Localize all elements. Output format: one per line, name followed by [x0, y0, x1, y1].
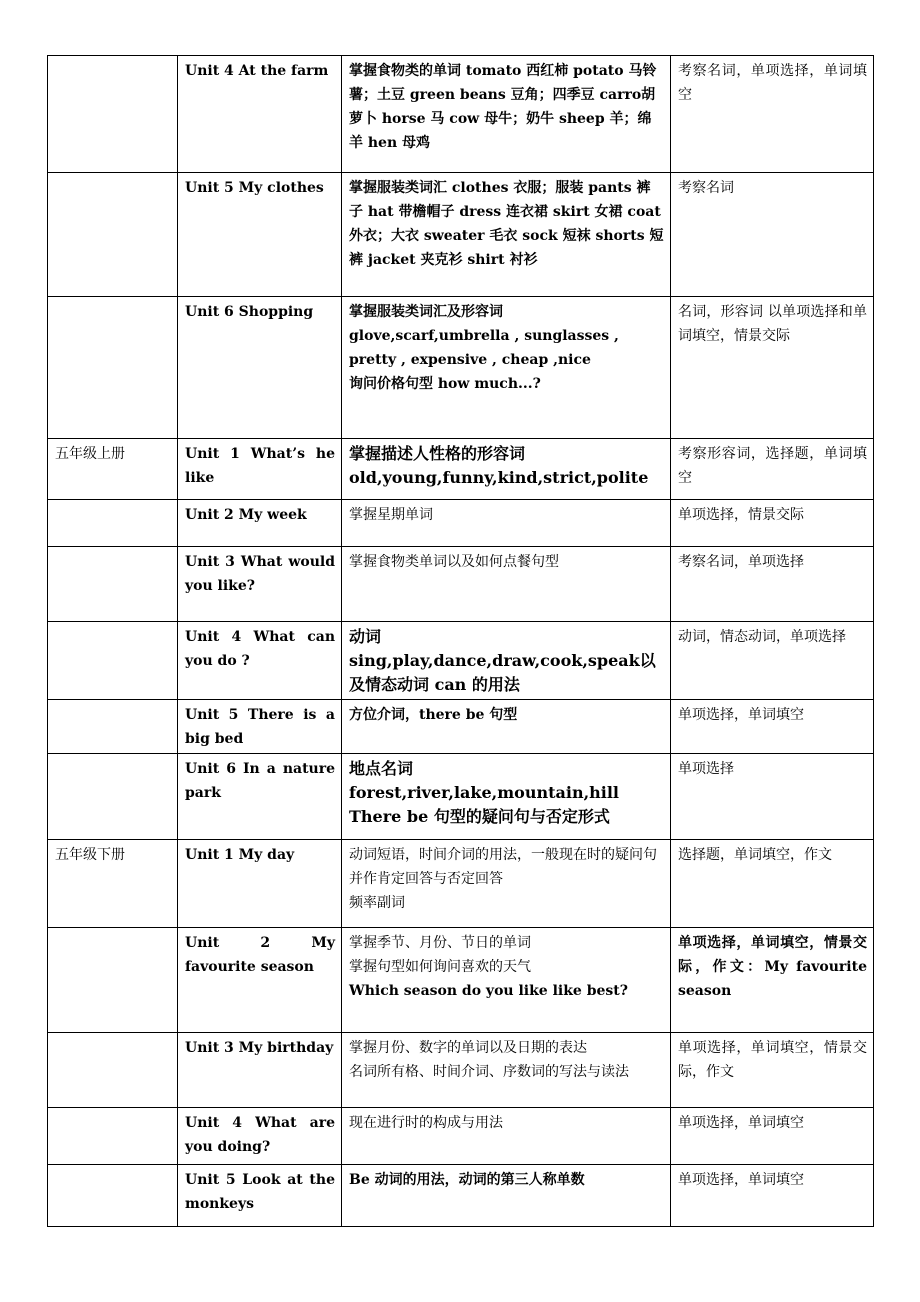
table-row	[48, 500, 874, 547]
unit-cell: Unit 2 My week	[178, 500, 342, 547]
exam-cell: 名词，形容词 以单项选择和单词填空，情景交际	[671, 297, 874, 439]
content-line: 掌握句型如何询问喜欢的天气	[349, 959, 531, 975]
exam-cell: 考察形容词，选择题，单词填空	[671, 439, 874, 500]
grade-cell	[48, 297, 178, 439]
content-cell	[342, 1033, 671, 1108]
content-cell	[342, 547, 671, 622]
content-line: 掌握食物类的单词 tomato 西红柿 potato 马铃薯；土豆 green beans 豆角；四季豆 carro胡萝卜 horse 马 cow 母牛；奶牛 sheep 羊；绵羊 hen 母鸡	[349, 63, 657, 151]
unit-cell: Unit 6 Shopping	[178, 297, 342, 439]
content-cell	[342, 754, 671, 840]
content-cell	[342, 173, 671, 297]
unit-cell: Unit 4 What are you doing?	[178, 1108, 342, 1165]
table-row	[48, 1165, 874, 1227]
content-cell	[342, 1108, 671, 1165]
grade-cell	[48, 622, 178, 700]
table-row	[48, 439, 874, 500]
table-row	[48, 56, 874, 173]
grade-cell: 五年级下册	[48, 840, 178, 928]
unit-cell: Unit 1 My day	[178, 840, 342, 928]
table-row	[48, 1033, 874, 1108]
exam-cell: 单项选择，单词填空，情景交际，作文：My favourite season	[671, 928, 874, 1033]
unit-cell: Unit 5 My clothes	[178, 173, 342, 297]
unit-cell: Unit 5 Look at the monkeys	[178, 1165, 342, 1227]
exam-cell: 动词，情态动词，单项选择	[671, 622, 874, 700]
content-line: 掌握季节、月份、节日的单词	[349, 935, 531, 951]
content-line: There be 句型的疑问句与否定形式	[349, 807, 610, 826]
exam-cell: 单项选择，单词填空	[671, 1108, 874, 1165]
unit-cell: Unit 3 What would you like?	[178, 547, 342, 622]
content-line: 频率副词	[349, 895, 405, 911]
grade-cell	[48, 1033, 178, 1108]
table-row	[48, 928, 874, 1033]
table-row	[48, 622, 874, 700]
exam-cell: 单项选择，单词填空	[671, 700, 874, 754]
exam-cell: 单项选择，单词填空	[671, 1165, 874, 1227]
content-line: 动词 sing,play,dance,draw,cook,speak以及情态动词 can 的用法	[349, 627, 656, 694]
grade-cell	[48, 700, 178, 754]
content-line: 名词所有格、时间介词、序数词的写法与读法	[349, 1064, 629, 1080]
unit-cell: Unit 6 In a nature park	[178, 754, 342, 840]
table-row	[48, 173, 874, 297]
content-line: 询问价格句型 how much...?	[349, 376, 541, 392]
table-row	[48, 297, 874, 439]
table-row	[48, 754, 874, 840]
syllabus-table	[47, 55, 874, 1227]
content-line: 现在进行时的构成与用法	[349, 1115, 503, 1131]
unit-cell: Unit 3 My birthday	[178, 1033, 342, 1108]
table-row	[48, 700, 874, 754]
content-line: 掌握服装类词汇及形容词 glove,scarf,umbrella , sunglasses , pretty , expensive , cheap ,nice	[349, 304, 619, 368]
unit-cell: Unit 4 At the farm	[178, 56, 342, 173]
unit-cell: Unit 1 What’s he like	[178, 439, 342, 500]
unit-cell: Unit 4 What can you do ?	[178, 622, 342, 700]
content-cell	[342, 700, 671, 754]
content-line: 动词短语，时间介词的用法，一般现在时的疑问句并作肯定回答与否定回答	[349, 847, 657, 887]
exam-cell: 考察名词，单项选择	[671, 547, 874, 622]
content-line: Be 动词的用法，动词的第三人称单数	[349, 1172, 585, 1188]
table-row	[48, 1108, 874, 1165]
content-cell	[342, 56, 671, 173]
grade-cell: 五年级上册	[48, 439, 178, 500]
content-line: 掌握月份、数字的单词以及日期的表达	[349, 1040, 587, 1056]
grade-cell	[48, 1108, 178, 1165]
grade-cell	[48, 928, 178, 1033]
exam-cell: 单项选择，情景交际	[671, 500, 874, 547]
content-cell	[342, 840, 671, 928]
grade-cell	[48, 754, 178, 840]
content-cell	[342, 439, 671, 500]
grade-cell	[48, 1165, 178, 1227]
unit-cell: Unit 5 There is a big bed	[178, 700, 342, 754]
exam-cell: 选择题，单词填空，作文	[671, 840, 874, 928]
exam-cell: 考察名词，单项选择，单词填空	[671, 56, 874, 173]
grade-cell	[48, 56, 178, 173]
content-cell	[342, 297, 671, 439]
table-row	[48, 547, 874, 622]
content-line: 掌握描述人性格的形容词 old,young,funny,kind,strict,polite	[349, 444, 649, 487]
content-line: 方位介词，there be 句型	[349, 707, 518, 723]
content-cell	[342, 928, 671, 1033]
content-line: 掌握服装类词汇 clothes 衣服；服装 pants 裤子 hat 带檐帽子 dress 连衣裙 skirt 女裙 coat 外衣；大衣 sweater 毛衣 sock 短袜 shorts 短裤 jacket 夹克衫 shirt 衬衫	[349, 180, 664, 268]
exam-cell: 单项选择，单词填空，情景交际，作文	[671, 1033, 874, 1108]
table-row	[48, 840, 874, 928]
content-cell	[342, 500, 671, 547]
grade-cell	[48, 500, 178, 547]
content-line: 掌握星期单词	[349, 507, 433, 523]
content-cell	[342, 1165, 671, 1227]
unit-cell: Unit 2 My favourite season	[178, 928, 342, 1033]
content-line: 掌握食物类单词以及如何点餐句型	[349, 554, 559, 570]
grade-cell	[48, 173, 178, 297]
content-line: Which season do you like like best?	[349, 983, 628, 999]
exam-cell: 考察名词	[671, 173, 874, 297]
content-cell	[342, 622, 671, 700]
exam-cell: 单项选择	[671, 754, 874, 840]
content-line: 地点名词 forest,river,lake,mountain,hill	[349, 759, 620, 802]
grade-cell	[48, 547, 178, 622]
